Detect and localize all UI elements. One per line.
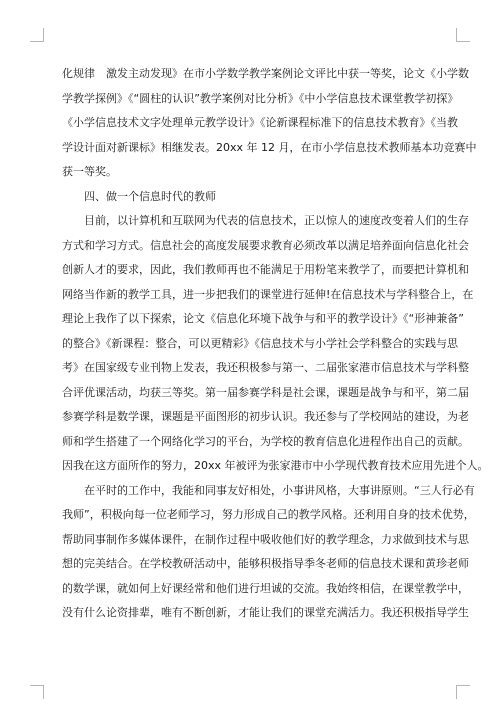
text-line-22: 的数学课，就如何上好课经常和他们进行坦诚的交流。我始终相信，在课堂教学中， <box>62 581 469 595</box>
page-corner-mark-bottom-left <box>30 685 44 699</box>
text-line-2: 学教学探例》《“圆柱的认识”教学案例对比分析》《中小学信息技术课堂教学初探》 <box>62 91 459 105</box>
text-line-16: 师和学生搭建了一个网络化学习的平台，为学校的教育信息化进程作出自己的贡献。 <box>62 434 469 448</box>
text-line-18: 在平时的工作中，我能和同事友好相处，小事讲风格，大事讲原则。“三人行必有 <box>84 483 475 497</box>
text-line-8: 方式和学习方式。信息社会的高度发展要求教育必须改革以满足培养面向信息化社会 <box>62 238 469 252</box>
text-line-7: 目前，以计算机和互联网为代表的信息技术，正以惊人的速度改变着人们的生存 <box>84 214 469 227</box>
text-line-15: 参赛学科是数学课，课题是平面图形的初步认识。我还参与了学校网站的建设，为老 <box>62 410 469 423</box>
text-line-1: 化规律 激发主动发现》在市小学数学教学案例论文评比中获一等奖，论文《小学数 <box>62 67 469 80</box>
text-line-21: 想的完美结合。在学校教研活动中，能够积极指导季冬老师的信息技术课和黄珍老师 <box>62 557 469 570</box>
page-corner-mark-top-right <box>456 28 470 42</box>
text-line-19: 我师”，积极向每一位老师学习，努力形成自己的教学风格。还利用自身的技术优势， <box>62 508 475 521</box>
text-line-5: 获一等奖。 <box>62 165 117 178</box>
text-line-11: 理论上我作了以下探索，论文《信息化环境下战争与和平的教学设计》《“形神兼备” <box>62 312 464 325</box>
text-line-9: 创新人才的要求，因此，我们教师再也不能满足于用粉笔来教学了，而要把计算机和 <box>62 263 469 276</box>
text-line-14: 合评优课活动，均获三等奖。第一届参赛学科是社会课，课题是战争与和平，第二届 <box>62 385 469 399</box>
text-line-23: 没有什么论资排辈，唯有不断创新，才能让我们的课堂充满活力。我还积极指导学生 <box>62 606 469 619</box>
text-line-13: 考》在国家级专业刊物上发表，我还积极参与第一、二届张家港市信息技术与学科整 <box>62 361 469 374</box>
text-line-12: 的整合》《新课程：整合，可以更精彩》《信息技术与小学社会学科整合的实践与思 <box>62 336 458 350</box>
page-corner-mark-bottom-right <box>456 685 470 699</box>
text-line-3: 《小学信息技术文字处理单元教学设计》《论新课程标准下的信息技术教育》《当教 <box>62 116 458 129</box>
document-body <box>62 62 489 626</box>
text-line-20: 帮助同事制作多媒体课件，在制作过程中吸收他们好的教学理念，力求做到技术与思 <box>62 532 469 546</box>
text-line-4: 学设计面对新课标》相继发表。20xx 年 12 月，在市小学信息技术教师基本功竞赛中 <box>62 140 477 154</box>
section-heading: 四、做一个信息时代的教师 <box>84 189 216 203</box>
text-line-10: 网络当作新的教学工具，进一步把我们的课堂进行延伸!在信息技术与学科整合上，在 <box>62 287 474 301</box>
page-corner-mark-top-left <box>30 28 44 42</box>
text-line-17: 因我在这方面所作的努力，20xx 年被评为张家港市中小学现代教育技术应用先进个人。 <box>62 459 489 472</box>
